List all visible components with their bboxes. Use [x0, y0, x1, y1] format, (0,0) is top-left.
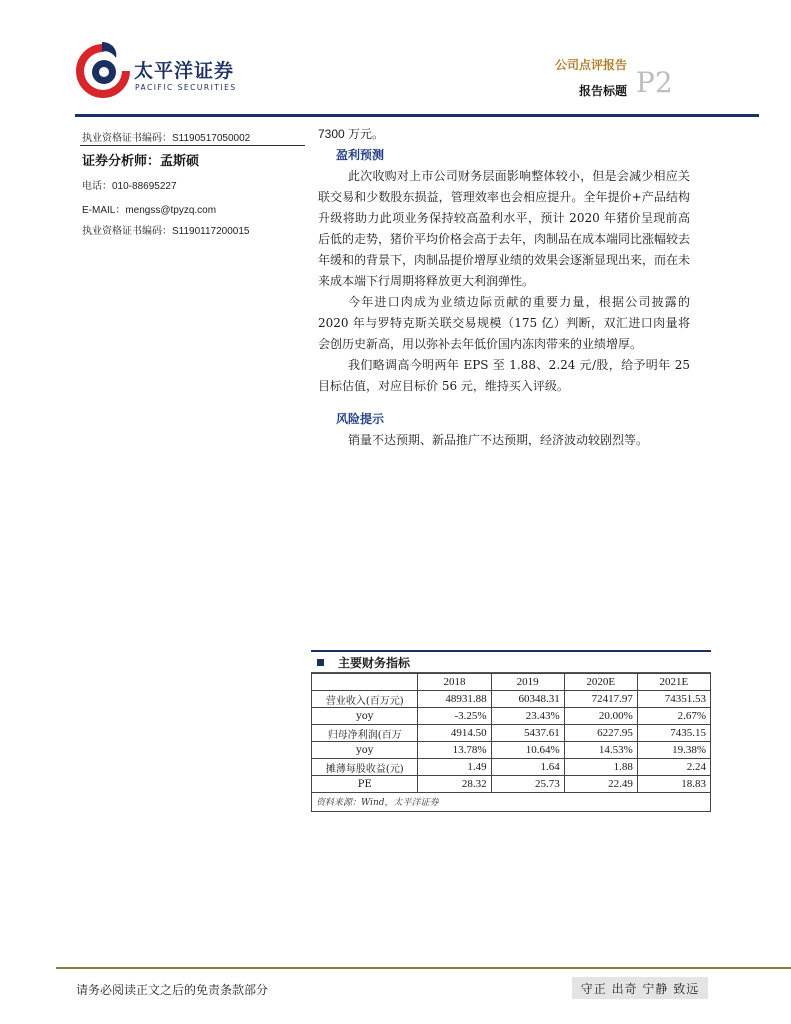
table-cell: 10.64%: [491, 742, 564, 759]
row-label: 摊薄每股收益(元): [312, 759, 418, 776]
footer-divider: [56, 967, 791, 969]
disclaimer-notice: 请务必阅读正文之后的免责条款部分: [76, 983, 269, 997]
table-cell: 19.38%: [637, 742, 710, 759]
table-cell: 48931.88: [418, 691, 491, 708]
table-cell: 23.43%: [491, 708, 564, 725]
table-row: [312, 759, 711, 776]
table-row: [312, 742, 711, 759]
analyst-name: 证券分析师：孟斯硕: [82, 154, 200, 169]
section-title-risk: 风险提示: [336, 412, 385, 426]
table-source-note: 资料来源：Wind，太平洋证券: [311, 793, 711, 812]
certificate-number-1: 执业资格证书编码：S1190517050002: [82, 133, 251, 144]
brand-name-cn: 太平洋证券: [134, 60, 235, 82]
table-header-cell: [312, 674, 418, 691]
table-cell: 5437.61: [491, 725, 564, 742]
row-label: yoy: [312, 708, 418, 725]
table-header-cell: 2021E: [637, 674, 710, 691]
table-cell: 13.78%: [418, 742, 491, 759]
table-cell: 1.88: [564, 759, 637, 776]
table-cell: 18.83: [637, 776, 710, 793]
table-cell: 2.67%: [637, 708, 710, 725]
table-header-row: [312, 674, 711, 691]
left-divider: [80, 145, 305, 146]
certificate-number-2: 执业资格证书编码：S1190117200015: [82, 226, 250, 237]
page-number: P2: [636, 66, 673, 99]
continued-text: 7300 万元。: [318, 127, 385, 141]
company-motto: 守正 出奇 宁静 致远: [572, 977, 708, 999]
pacific-securities-logo: [72, 40, 134, 102]
brand-name-en: PACIFIC SECURITIES: [135, 83, 237, 92]
paragraph: 我们略调高今明两年 EPS 至 1.88、2.24 元/股，给予明年 25 目标估值，对应目标价 56 元，维持买入评级。: [318, 358, 690, 393]
table-header-cell: 2018: [418, 674, 491, 691]
table-cell: 14.53%: [564, 742, 637, 759]
table-cell: 6227.95: [564, 725, 637, 742]
financial-table: [311, 673, 711, 793]
table-cell: 2.24: [637, 759, 710, 776]
paragraph: 销量不达预期、新品推广不达预期，经济波动较剧烈等。: [348, 433, 649, 447]
paragraph: 今年进口肉成为业绩边际贡献的重要力量，根据公司披露的 2020 年与罗特克斯关联交易规模（175 亿）判断，双汇进口肉量将会创历史新高，用以弥补去年低价国内冻肉带来的业绩增厚。: [318, 295, 690, 351]
table-row: [312, 708, 711, 725]
table-cell: 1.49: [418, 759, 491, 776]
report-title: 报告标题: [578, 84, 627, 98]
table-cell: 28.32: [418, 776, 491, 793]
paragraph: 此次收购对上市公司财务层面影响整体较小，但是会减少相应关联交易和少数股东损益，管理效率也会相应提升。全年提价+产品结构升级将助力此项业务保持较高盈利水平，预计 2020 年猪价呈现前高后低的走势，猪价平均价格会高于去年，肉制品在成本端同比涨幅较去年缓和的背景下，肉制品提价增厚业绩的效果会逐渐显现出来，而在未来成本端下行周期将释放更大利润弹性。: [318, 169, 691, 288]
table-cell: 25.73: [491, 776, 564, 793]
table-cell: 1.64: [491, 759, 564, 776]
main-content: [318, 124, 690, 451]
table-row: [312, 725, 711, 742]
analyst-email: E-MAIL：mengss@tpyzq.com: [82, 205, 217, 216]
row-label: yoy: [312, 742, 418, 759]
table-cell: 60348.31: [491, 691, 564, 708]
table-cell: 7435.15: [637, 725, 710, 742]
table-row: [312, 776, 711, 793]
analyst-phone: 电话：010-88695227: [82, 181, 177, 192]
table-cell: 72417.97: [564, 691, 637, 708]
row-label: 营业收入(百万元): [312, 691, 418, 708]
table-cell: 22.49: [564, 776, 637, 793]
row-label: PE: [312, 776, 418, 793]
report-type: 公司点评报告: [554, 58, 627, 72]
table-cell: 74351.53: [637, 691, 710, 708]
table-row: [312, 691, 711, 708]
square-bullet-icon: [317, 659, 324, 666]
table-title: 主要财务指标: [338, 655, 411, 670]
table-header-cell: 2020E: [564, 674, 637, 691]
financial-summary-table: [311, 650, 711, 812]
header-divider: [75, 114, 759, 117]
table-cell: 20.00%: [564, 708, 637, 725]
table-cell: 4914.50: [418, 725, 491, 742]
table-cell: -3.25%: [418, 708, 491, 725]
row-label: 归母净利润(百万: [312, 725, 418, 742]
spacer: [318, 397, 690, 409]
table-title-row: [311, 650, 711, 673]
section-title-earnings-forecast: 盈利预测: [336, 148, 385, 162]
table-header-cell: 2019: [491, 674, 564, 691]
